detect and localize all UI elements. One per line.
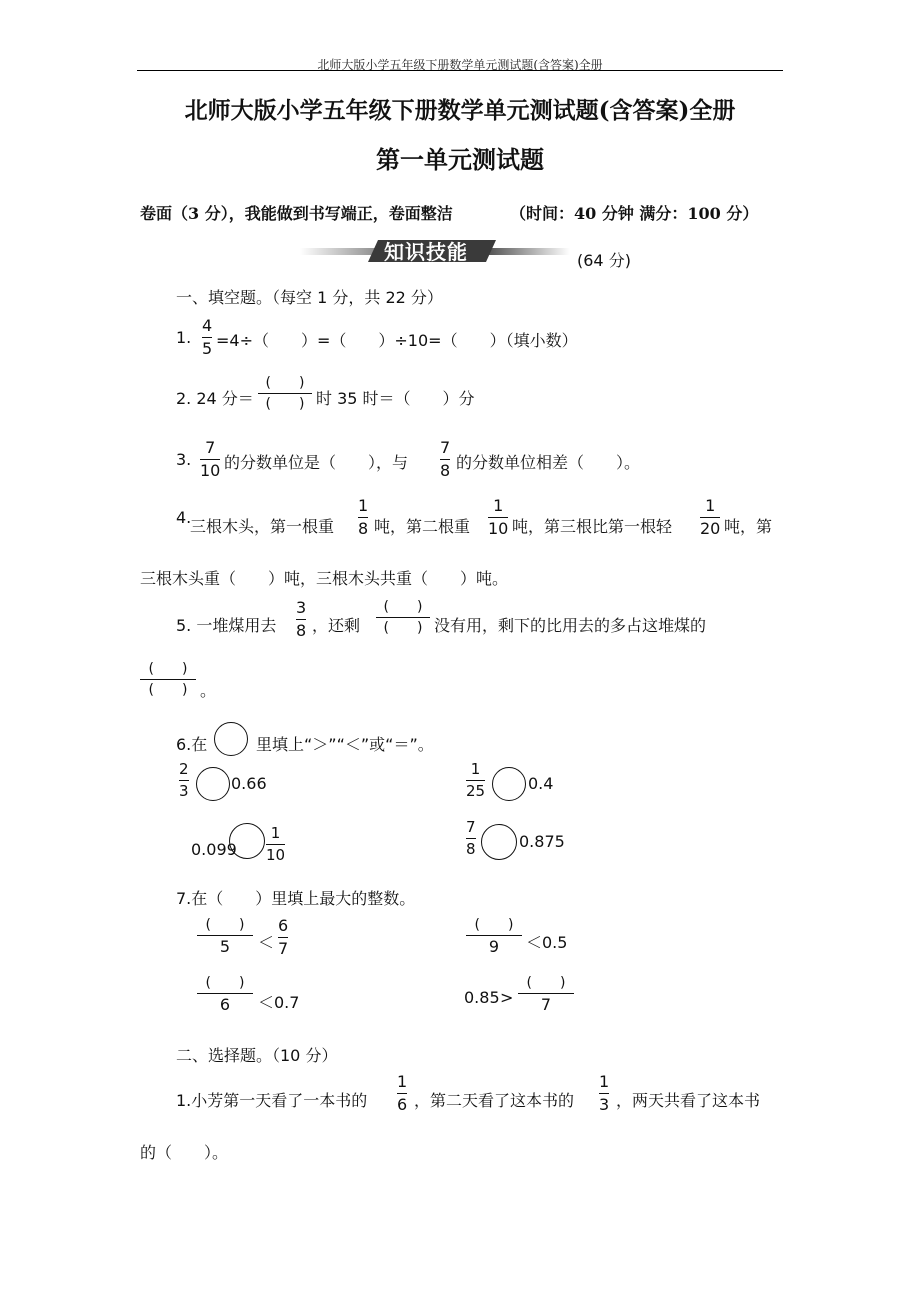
blank-fraction: ( ) ( ) [376, 600, 430, 635]
blank-fraction: ( ) ( ) [258, 376, 312, 411]
q1-text: =4÷（ ）=（ ）÷10=（ ）（填小数） [216, 331, 578, 350]
q4-line2: 三根木头重（ ）吨，三根木头共重（ ）吨。 [140, 569, 509, 588]
compare-circle[interactable] [492, 767, 526, 801]
q5-text-a: 5. 一堆煤用去 [176, 616, 277, 635]
fraction: 1 25 [466, 760, 486, 800]
fraction: 1 20 [700, 496, 721, 538]
document-title: 北师大版小学五年级下册数学单元测试题(含答案)全册 [184, 97, 736, 124]
compare-circle[interactable] [481, 824, 517, 860]
header-rule [137, 70, 783, 71]
fraction: 2 3 [179, 760, 189, 800]
q5-text-b: ，还剩 [312, 616, 361, 635]
blank-fraction[interactable]: ( ) 7 [518, 976, 574, 1013]
q3-text-b: 的分数单位相差（ ）。 [456, 453, 641, 472]
fraction: 1 10 [266, 824, 286, 864]
q6-value: 0.099 [191, 840, 237, 859]
blank-fraction: ( ) ( ) [140, 662, 196, 697]
compare-circle[interactable] [229, 823, 265, 859]
q7-operator: ＜0.5 [526, 933, 568, 952]
q7-heading: 7.在（ ）里填上最大的整数。 [176, 889, 416, 908]
q7-operator: > [500, 988, 514, 1007]
q5-text-c: 没有用，剩下的比用去的多占这堆煤的 [434, 616, 707, 635]
q3-text-a: 的分数单位是（ ），与 [224, 453, 409, 472]
q6-text-a: 6.在 [176, 735, 208, 754]
blank-fraction[interactable]: ( ) 6 [197, 976, 253, 1013]
fraction: 1 10 [488, 496, 509, 538]
q7-value: 0.85 [464, 988, 500, 1007]
q6-value: 0.4 [528, 774, 554, 793]
q1-number: 1. [176, 328, 192, 347]
section-1-heading: 一、填空题。（每空 1 分，共 22 分） [176, 288, 443, 307]
q4-text-a: 三根木头，第一根重 [190, 517, 335, 536]
q4-text-c: 吨，第三根比第一根轻 [512, 517, 673, 536]
fraction: 6 7 [278, 916, 289, 958]
q2-prefix: 2. 24 分＝ [176, 389, 254, 408]
q6-value: 0.875 [519, 832, 565, 851]
compare-circle[interactable] [196, 767, 230, 801]
info-line-right: （时间：40 分钟 满分：100 分） [510, 204, 759, 223]
q3-number: 3. [176, 450, 192, 469]
fraction: 1 8 [358, 496, 369, 538]
q6-text-b: 里填上“＞”“＜”或“＝”。 [256, 735, 434, 754]
fraction: 1 3 [599, 1072, 610, 1114]
q4-number: 4. [176, 508, 192, 527]
compare-circle-sample [214, 722, 248, 756]
s2-q1-text-b: ，第二天看了这本书的 [414, 1091, 575, 1110]
q2-suffix: 时 35 时＝（ ）分 [316, 389, 475, 408]
section-2-heading: 二、选择题。（10 分） [176, 1046, 338, 1065]
q6-value: 0.66 [231, 774, 267, 793]
q7-operator: ＜0.7 [258, 993, 300, 1012]
s2-q1-line2: 的（ ）。 [140, 1143, 229, 1162]
fraction: 7 10 [200, 438, 221, 480]
blank-fraction[interactable]: ( ) 5 [197, 918, 253, 955]
fraction: 3 8 [296, 598, 307, 640]
s2-q1-text-c: ，两天共看了这本书 [616, 1091, 761, 1110]
unit-title: 第一单元测试题 [376, 145, 544, 174]
q4-text-b: 吨，第二根重 [374, 517, 471, 536]
fraction: 4 5 [202, 316, 213, 358]
blank-fraction[interactable]: ( ) 9 [466, 918, 522, 955]
q4-text-d: 吨，第 [724, 517, 773, 536]
banner-label: 知识技能 [384, 240, 468, 264]
q5-end: 。 [200, 681, 217, 700]
fraction: 7 8 [440, 438, 451, 480]
running-header: 北师大版小学五年级下册数学单元测试题(含答案)全册 [317, 58, 603, 72]
banner-score: (64 分) [577, 251, 631, 270]
fraction: 7 8 [466, 818, 476, 858]
s2-q1-text-a: 1.小芳第一天看了一本书的 [176, 1091, 368, 1110]
fraction: 1 6 [397, 1072, 408, 1114]
info-line-left: 卷面（3 分），我能做到书写端正，卷面整洁 [140, 204, 453, 223]
q7-operator: ＜ [258, 933, 275, 952]
